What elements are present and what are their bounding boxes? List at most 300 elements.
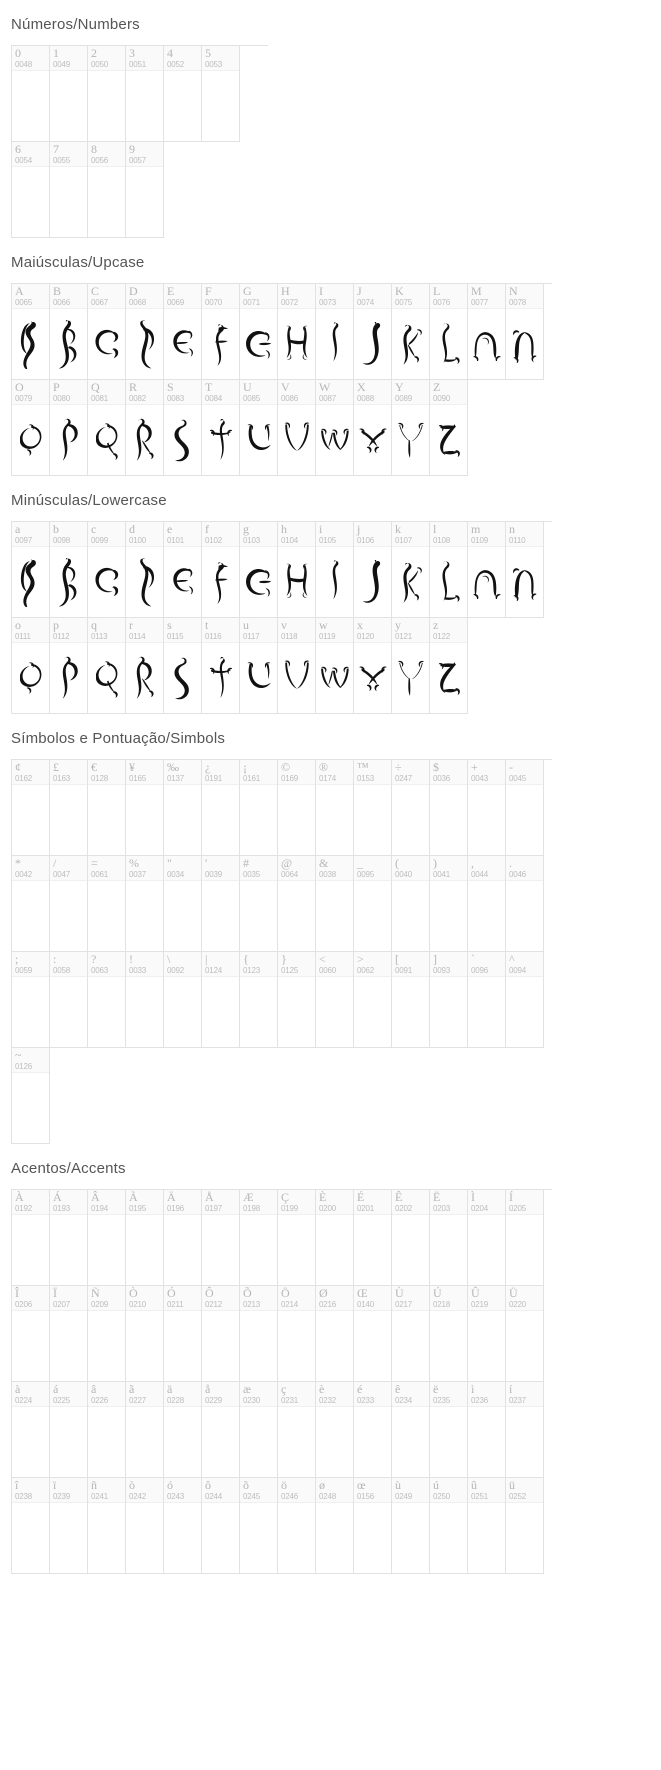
glyph-code-label: 0119 [319, 632, 336, 641]
glyph-cell-header [88, 856, 125, 881]
glyph-cell[interactable] [12, 760, 50, 856]
glyph-cell[interactable] [126, 856, 164, 952]
glyph-character-label: @ [281, 856, 293, 870]
glyph-cell-header [88, 142, 125, 167]
glyph-character-label: J [357, 284, 362, 298]
glyph-cell[interactable] [126, 284, 164, 380]
glyph-cell[interactable] [126, 1286, 164, 1382]
glyph-preview [506, 1408, 543, 1477]
glyph-character-label: : [53, 952, 57, 966]
glyph-cell[interactable] [12, 284, 50, 380]
glyph-character-label: ¿ [205, 760, 211, 774]
glyph-preview [506, 1216, 543, 1285]
glyph-character-label: Ú [433, 1286, 442, 1300]
glyph-character-label: æ [243, 1382, 252, 1396]
glyph-cell[interactable] [88, 522, 126, 618]
glyph-code-label: 0224 [15, 1396, 32, 1405]
glyph-character-label: z [433, 618, 439, 632]
glyph-cell[interactable] [12, 1286, 50, 1382]
glyph-code-label: 0104 [281, 536, 298, 545]
glyph-preview [164, 310, 201, 379]
glyph-preview [316, 644, 353, 713]
glyph-cell[interactable] [12, 952, 50, 1048]
glyph-cell[interactable] [392, 380, 430, 476]
glyph-cell[interactable] [278, 1286, 316, 1382]
glyph-cell[interactable] [506, 284, 544, 380]
glyph-cell[interactable] [164, 1478, 202, 1574]
glyph-cell[interactable] [240, 1382, 278, 1478]
glyph-cell[interactable] [164, 1190, 202, 1286]
glyph-cell[interactable] [278, 618, 316, 714]
glyph-code-label: 0237 [509, 1396, 526, 1405]
glyph-cell[interactable] [164, 618, 202, 714]
glyph-cell[interactable] [240, 1190, 278, 1286]
glyph-preview [392, 1216, 429, 1285]
glyph-preview [88, 310, 125, 379]
glyph-cell[interactable] [50, 380, 88, 476]
glyph-cell[interactable] [202, 380, 240, 476]
glyph-cell-header [240, 380, 277, 405]
glyph-cell[interactable] [278, 380, 316, 476]
glyph-cell-header [278, 1382, 315, 1407]
glyph-cell[interactable] [240, 1478, 278, 1574]
glyph-character-label: # [243, 856, 249, 870]
glyph-cell-header [12, 522, 49, 547]
glyph-preview [126, 882, 163, 951]
glyph-cell[interactable] [430, 522, 468, 618]
glyph-cell[interactable] [202, 952, 240, 1048]
glyph-cell-header [316, 1382, 353, 1407]
glyph-character-label: à [15, 1382, 21, 1396]
glyph-cell[interactable] [278, 284, 316, 380]
glyph-cell[interactable] [126, 1190, 164, 1286]
glyph-preview [50, 310, 87, 379]
glyph-preview [240, 406, 277, 475]
glyph-preview [392, 310, 429, 379]
glyph-cell[interactable] [316, 1478, 354, 1574]
glyph-cell[interactable] [88, 1190, 126, 1286]
glyph-cell[interactable] [126, 1478, 164, 1574]
glyph-cell[interactable] [240, 522, 278, 618]
glyph-cell-header [50, 284, 87, 309]
glyph-cell[interactable] [506, 1382, 544, 1478]
glyph-preview [468, 1312, 505, 1381]
glyph-cell[interactable] [50, 952, 88, 1048]
glyph-preview [430, 1408, 467, 1477]
glyph-cell[interactable] [240, 380, 278, 476]
glyph-cell[interactable] [126, 142, 164, 238]
glyph-character-label: É [357, 1190, 365, 1204]
glyph-cell[interactable] [316, 856, 354, 952]
glyph-cell[interactable] [354, 760, 392, 856]
glyph-cell-header [50, 522, 87, 547]
glyph-cell[interactable] [468, 1190, 506, 1286]
glyph-character-label: A [15, 284, 24, 298]
glyph-cell[interactable] [468, 522, 506, 618]
glyph-preview [430, 310, 467, 379]
glyph-cell[interactable] [164, 522, 202, 618]
glyph-preview [316, 406, 353, 475]
glyph-cell[interactable] [50, 142, 88, 238]
glyph-cell[interactable] [126, 618, 164, 714]
glyph-cell[interactable] [430, 1190, 468, 1286]
glyph-cell[interactable] [50, 1478, 88, 1574]
glyph-cell-header [392, 1382, 429, 1407]
glyph-preview [88, 168, 125, 237]
glyph-cell[interactable] [88, 1382, 126, 1478]
glyph-preview [430, 1216, 467, 1285]
glyph-cell[interactable] [354, 856, 392, 952]
glyph-preview [164, 1504, 201, 1573]
glyph-cell-header [354, 380, 391, 405]
glyph-cell[interactable] [50, 522, 88, 618]
glyph-character-label: l [433, 522, 437, 536]
glyph-cell[interactable] [88, 46, 126, 142]
glyph-cell-header [240, 856, 277, 881]
glyph-cell-header [88, 1286, 125, 1311]
glyph-code-label: 0102 [205, 536, 222, 545]
glyph-character-label: x [357, 618, 363, 632]
section-title: Minúsculas/Lowercase [11, 492, 167, 509]
glyph-preview [354, 406, 391, 475]
glyph-character-label: ¥ [129, 760, 135, 774]
glyph-cell-header [202, 1190, 239, 1215]
glyph-character-label: Z [433, 380, 441, 394]
glyph-code-label: 0052 [167, 60, 184, 69]
glyph-section [0, 476, 661, 714]
glyph-cell[interactable] [506, 522, 544, 618]
glyph-cell[interactable] [392, 1478, 430, 1574]
glyph-cell[interactable] [430, 760, 468, 856]
glyph-cell[interactable] [202, 522, 240, 618]
glyph-grid [11, 45, 268, 238]
glyph-cell[interactable] [88, 284, 126, 380]
glyph-cell-header [88, 380, 125, 405]
glyph-cell[interactable] [12, 1190, 50, 1286]
glyph-cell[interactable] [126, 380, 164, 476]
glyph-cell[interactable] [240, 284, 278, 380]
glyph-cell[interactable] [202, 1382, 240, 1478]
glyph-cell[interactable] [316, 618, 354, 714]
glyph-cell[interactable] [88, 952, 126, 1048]
glyph-cell[interactable] [164, 760, 202, 856]
glyph-preview [240, 786, 277, 855]
glyph-preview [468, 310, 505, 379]
glyph-code-label: 0251 [471, 1492, 488, 1501]
glyph-cell[interactable] [12, 142, 50, 238]
glyph-cell[interactable] [50, 1286, 88, 1382]
glyph-cell[interactable] [50, 1382, 88, 1478]
glyph-cell[interactable] [202, 284, 240, 380]
glyph-code-label: 0047 [53, 870, 70, 879]
glyph-character-label: o [15, 618, 21, 632]
glyph-cell[interactable] [50, 760, 88, 856]
glyph-cell[interactable] [506, 952, 544, 1048]
glyph-preview [202, 1216, 239, 1285]
glyph-cell-header [12, 1478, 49, 1503]
glyph-code-label: 0205 [509, 1204, 526, 1213]
glyph-preview [164, 978, 201, 1047]
glyph-cell[interactable] [164, 952, 202, 1048]
glyph-cell[interactable] [354, 952, 392, 1048]
glyph-preview [354, 548, 391, 617]
glyph-cell[interactable] [50, 618, 88, 714]
glyph-code-label: 0238 [15, 1492, 32, 1501]
glyph-section [0, 1144, 661, 1574]
glyph-preview [240, 1504, 277, 1573]
glyph-cell[interactable] [316, 952, 354, 1048]
glyph-preview [278, 310, 315, 379]
glyph-cell[interactable] [240, 952, 278, 1048]
glyph-cell-header [430, 522, 467, 547]
glyph-code-label: 0213 [243, 1300, 260, 1309]
glyph-cell[interactable] [202, 618, 240, 714]
glyph-cell-header [12, 760, 49, 785]
glyph-cell[interactable] [12, 1048, 50, 1144]
glyph-cell[interactable] [468, 856, 506, 952]
glyph-preview [126, 786, 163, 855]
glyph-cell[interactable] [12, 1478, 50, 1574]
glyph-cell[interactable] [88, 1478, 126, 1574]
glyph-cell-header [240, 1478, 277, 1503]
glyph-preview [126, 168, 163, 237]
glyph-cell[interactable] [316, 1382, 354, 1478]
glyph-cell[interactable] [392, 952, 430, 1048]
glyph-cell[interactable] [316, 1190, 354, 1286]
glyph-cell[interactable] [202, 856, 240, 952]
glyph-cell[interactable] [316, 1286, 354, 1382]
glyph-character-label: W [319, 380, 331, 394]
glyph-cell[interactable] [278, 760, 316, 856]
glyph-cell[interactable] [202, 760, 240, 856]
glyph-code-label: 0100 [129, 536, 146, 545]
glyph-cell[interactable] [506, 1286, 544, 1382]
glyph-code-label: 0069 [167, 298, 184, 307]
glyph-cell[interactable] [506, 856, 544, 952]
glyph-code-label: 0115 [167, 632, 184, 641]
glyph-cell[interactable] [430, 380, 468, 476]
glyph-cell[interactable] [430, 1478, 468, 1574]
glyph-preview [468, 978, 505, 1047]
glyph-character-label: £ [53, 760, 59, 774]
glyph-cell[interactable] [278, 1382, 316, 1478]
glyph-cell[interactable] [392, 284, 430, 380]
glyph-cell[interactable] [354, 1478, 392, 1574]
glyph-cell[interactable] [430, 952, 468, 1048]
glyph-character-label: ! [129, 952, 133, 966]
glyph-preview [12, 1216, 49, 1285]
glyph-preview [126, 1216, 163, 1285]
glyph-preview [506, 786, 543, 855]
glyph-grid [11, 759, 552, 1144]
glyph-cell[interactable] [354, 1190, 392, 1286]
glyph-code-label: 0121 [395, 632, 412, 641]
glyph-cell[interactable] [50, 46, 88, 142]
glyph-cell[interactable] [126, 952, 164, 1048]
glyph-cell[interactable] [392, 856, 430, 952]
glyph-code-label: 0074 [357, 298, 374, 307]
glyph-cell-header [506, 284, 543, 309]
glyph-cell[interactable] [278, 856, 316, 952]
glyph-cell[interactable] [278, 522, 316, 618]
glyph-cell[interactable] [278, 1478, 316, 1574]
glyph-character-label: ù [395, 1478, 401, 1492]
glyph-cell[interactable] [202, 1478, 240, 1574]
glyph-cell-header [12, 1190, 49, 1215]
glyph-preview [468, 1216, 505, 1285]
glyph-cell[interactable] [392, 1190, 430, 1286]
glyph-cell[interactable] [202, 46, 240, 142]
glyph-cell[interactable] [202, 1286, 240, 1382]
glyph-cell-header [392, 760, 429, 785]
glyph-cell-header [278, 1478, 315, 1503]
glyph-cell[interactable] [126, 46, 164, 142]
glyph-cell[interactable] [240, 760, 278, 856]
glyph-cell[interactable] [50, 284, 88, 380]
glyph-cell[interactable] [354, 618, 392, 714]
glyph-preview [12, 786, 49, 855]
glyph-code-label: 0212 [205, 1300, 222, 1309]
glyph-cell[interactable] [12, 380, 50, 476]
glyph-character-label: V [281, 380, 290, 394]
glyph-code-label: 0087 [319, 394, 336, 403]
glyph-cell[interactable] [240, 1286, 278, 1382]
glyph-cell[interactable] [164, 46, 202, 142]
glyph-cell[interactable] [88, 142, 126, 238]
glyph-cell[interactable] [468, 1382, 506, 1478]
glyph-cell-header [126, 952, 163, 977]
glyph-cell[interactable] [354, 1382, 392, 1478]
glyph-cell-header [12, 380, 49, 405]
glyph-cell[interactable] [164, 856, 202, 952]
glyph-cell[interactable] [506, 760, 544, 856]
glyph-cell-header [354, 284, 391, 309]
glyph-cell-header [50, 46, 87, 71]
glyph-cell[interactable] [278, 1190, 316, 1286]
glyph-cell[interactable] [164, 1382, 202, 1478]
glyph-cell-header [430, 952, 467, 977]
glyph-cell[interactable] [88, 380, 126, 476]
glyph-character-label: y [395, 618, 401, 632]
glyph-cell[interactable] [354, 380, 392, 476]
glyph-cell[interactable] [240, 618, 278, 714]
glyph-character-label: Œ [357, 1286, 368, 1300]
glyph-cell[interactable] [392, 522, 430, 618]
glyph-cell-header [354, 1190, 391, 1215]
glyph-cell[interactable] [468, 1286, 506, 1382]
glyph-preview [430, 1312, 467, 1381]
glyph-cell[interactable] [392, 618, 430, 714]
glyph-character-label: Y [395, 380, 404, 394]
glyph-cell[interactable] [316, 760, 354, 856]
glyph-cell[interactable] [392, 760, 430, 856]
glyph-preview [164, 1408, 201, 1477]
glyph-cell[interactable] [126, 1382, 164, 1478]
glyph-cell[interactable] [88, 618, 126, 714]
glyph-cell[interactable] [354, 1286, 392, 1382]
glyph-code-label: 0037 [129, 870, 146, 879]
glyph-character-label: k [395, 522, 401, 536]
glyph-cell[interactable] [126, 760, 164, 856]
glyph-cell[interactable] [12, 46, 50, 142]
glyph-code-label: 0050 [91, 60, 108, 69]
glyph-cell[interactable] [50, 1190, 88, 1286]
glyph-cell[interactable] [316, 522, 354, 618]
glyph-character-label: 4 [167, 46, 173, 60]
glyph-cell-header [164, 522, 201, 547]
glyph-character-label: 2 [91, 46, 97, 60]
glyph-cell[interactable] [240, 856, 278, 952]
glyph-character-label: 0 [15, 46, 21, 60]
glyph-cell[interactable] [506, 1478, 544, 1574]
glyph-character-label: À [15, 1190, 24, 1204]
glyph-code-label: 0045 [509, 774, 526, 783]
glyph-cell[interactable] [468, 760, 506, 856]
glyph-cell[interactable] [468, 952, 506, 1048]
glyph-code-label: 0206 [15, 1300, 32, 1309]
glyph-cell[interactable] [88, 1286, 126, 1382]
glyph-cell[interactable] [354, 522, 392, 618]
glyph-cell[interactable] [354, 284, 392, 380]
glyph-cell[interactable] [430, 284, 468, 380]
glyph-code-label: 0095 [357, 870, 374, 879]
glyph-character-label: í [509, 1382, 513, 1396]
glyph-cell[interactable] [430, 1286, 468, 1382]
glyph-cell[interactable] [316, 284, 354, 380]
glyph-cell-header [88, 1190, 125, 1215]
glyph-character-label: 6 [15, 142, 21, 156]
glyph-preview [468, 1504, 505, 1573]
glyph-preview [202, 786, 239, 855]
glyph-cell[interactable] [202, 1190, 240, 1286]
glyph-cell[interactable] [126, 522, 164, 618]
glyph-character-label: m [471, 522, 481, 536]
glyph-character-label: & [319, 856, 329, 870]
glyph-cell[interactable] [88, 760, 126, 856]
glyph-cell-header [164, 952, 201, 977]
glyph-cell[interactable] [12, 856, 50, 952]
glyph-cell[interactable] [164, 284, 202, 380]
glyph-cell[interactable] [278, 952, 316, 1048]
glyph-cell[interactable] [506, 1190, 544, 1286]
glyph-character-label: ë [433, 1382, 439, 1396]
glyph-cell[interactable] [392, 1382, 430, 1478]
glyph-cell[interactable] [430, 1382, 468, 1478]
glyph-preview [354, 1504, 391, 1573]
glyph-character-label: K [395, 284, 404, 298]
glyph-cell[interactable] [392, 1286, 430, 1382]
glyph-cell[interactable] [430, 618, 468, 714]
glyph-cell[interactable] [88, 856, 126, 952]
glyph-cell[interactable] [316, 380, 354, 476]
glyph-character-label: D [129, 284, 138, 298]
glyph-cell-header [202, 760, 239, 785]
glyph-cell[interactable] [468, 284, 506, 380]
glyph-code-label: 0056 [91, 156, 108, 165]
glyph-cell[interactable] [468, 1478, 506, 1574]
glyph-cell[interactable] [164, 1286, 202, 1382]
glyph-character-label: ‰ [167, 760, 179, 774]
glyph-cell[interactable] [430, 856, 468, 952]
glyph-character-label: õ [243, 1478, 249, 1492]
glyph-cell[interactable] [12, 522, 50, 618]
glyph-code-label: 0199 [281, 1204, 298, 1213]
glyph-cell[interactable] [12, 618, 50, 714]
glyph-cell-header [392, 522, 429, 547]
glyph-cell[interactable] [164, 380, 202, 476]
glyph-cell[interactable] [12, 1382, 50, 1478]
glyph-cell[interactable] [50, 856, 88, 952]
